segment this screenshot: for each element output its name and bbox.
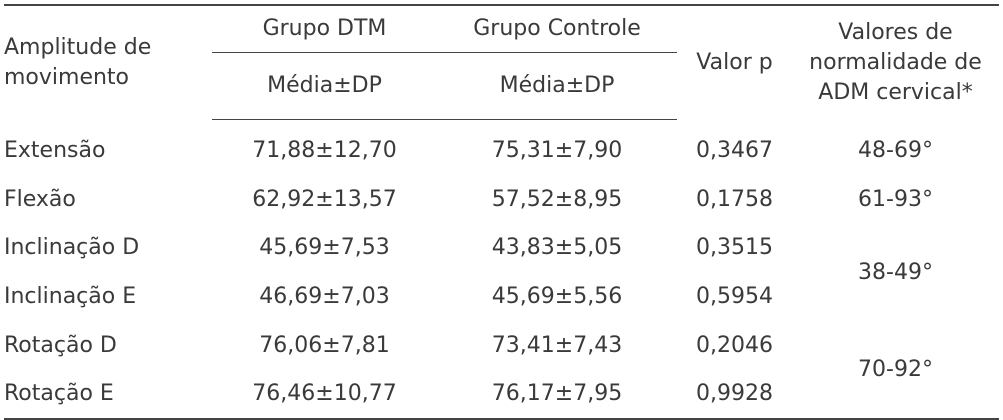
- header-normalidade-line3: ADM cervical*: [818, 79, 973, 105]
- header-amplitude-line2: movimento: [4, 64, 130, 90]
- cell-controle: 57,52±8,95: [491, 186, 623, 212]
- row-label: Flexão: [4, 186, 76, 212]
- cell-p-value: 0,5954: [696, 283, 773, 309]
- cell-p-value: 0,3467: [696, 137, 773, 163]
- rom-comparison-table: [4, 4, 999, 420]
- cell-normal-flexao: 61-93°: [858, 186, 933, 212]
- cell-controle: 75,31±7,90: [491, 137, 623, 163]
- table-row: [4, 120, 999, 175]
- table-row: [4, 223, 999, 272]
- header-normalidade: [792, 5, 999, 120]
- row-label: Extensão: [4, 137, 106, 163]
- table-row: [4, 175, 999, 224]
- cell-dtm: 46,69±7,03: [259, 283, 390, 309]
- header-valor-p: Valor p: [677, 5, 792, 120]
- cell-dtm: 76,46±10,77: [212, 369, 437, 419]
- header-amplitude: [4, 5, 212, 120]
- row-label: Rotação D: [4, 332, 117, 358]
- row-label: Rotação E: [4, 369, 212, 419]
- table-row: [4, 321, 999, 370]
- cell-controle: 73,41±7,43: [491, 332, 623, 358]
- header-amplitude-line1: Amplitude de: [4, 34, 152, 60]
- cell-normal-inclinacao: 38-49°: [858, 259, 933, 285]
- cell-dtm: 76,06±7,81: [259, 332, 390, 358]
- cell-p-value: 0,2046: [696, 332, 773, 358]
- header-media-dp-controle: Média±DP: [437, 53, 677, 120]
- header-normalidade-line1: Valores de: [838, 19, 953, 45]
- cell-normal-extensao: 48-69°: [858, 137, 933, 163]
- cell-normal-rotacao: 70-92°: [792, 321, 999, 419]
- cell-controle: 45,69±5,56: [491, 283, 623, 309]
- cell-dtm: 45,69±7,53: [259, 235, 390, 261]
- row-label: Inclinação D: [4, 235, 140, 261]
- cell-controle: 43,83±5,05: [491, 235, 623, 261]
- cell-controle: 76,17±7,95: [437, 369, 677, 419]
- header-normalidade-line2: normalidade de: [809, 49, 982, 75]
- row-label: Inclinação E: [4, 283, 137, 309]
- header-media-dp-dtm: Média±DP: [212, 53, 437, 120]
- cell-dtm: 62,92±13,57: [252, 186, 397, 212]
- cell-dtm: 71,88±12,70: [252, 137, 397, 163]
- header-grupo-controle: Grupo Controle: [437, 5, 677, 53]
- header-grupo-dtm: Grupo DTM: [212, 5, 437, 53]
- cell-p-value: 0,3515: [696, 235, 773, 261]
- cell-p-value: 0,9928: [677, 369, 792, 419]
- cell-p-value: 0,1758: [696, 186, 773, 212]
